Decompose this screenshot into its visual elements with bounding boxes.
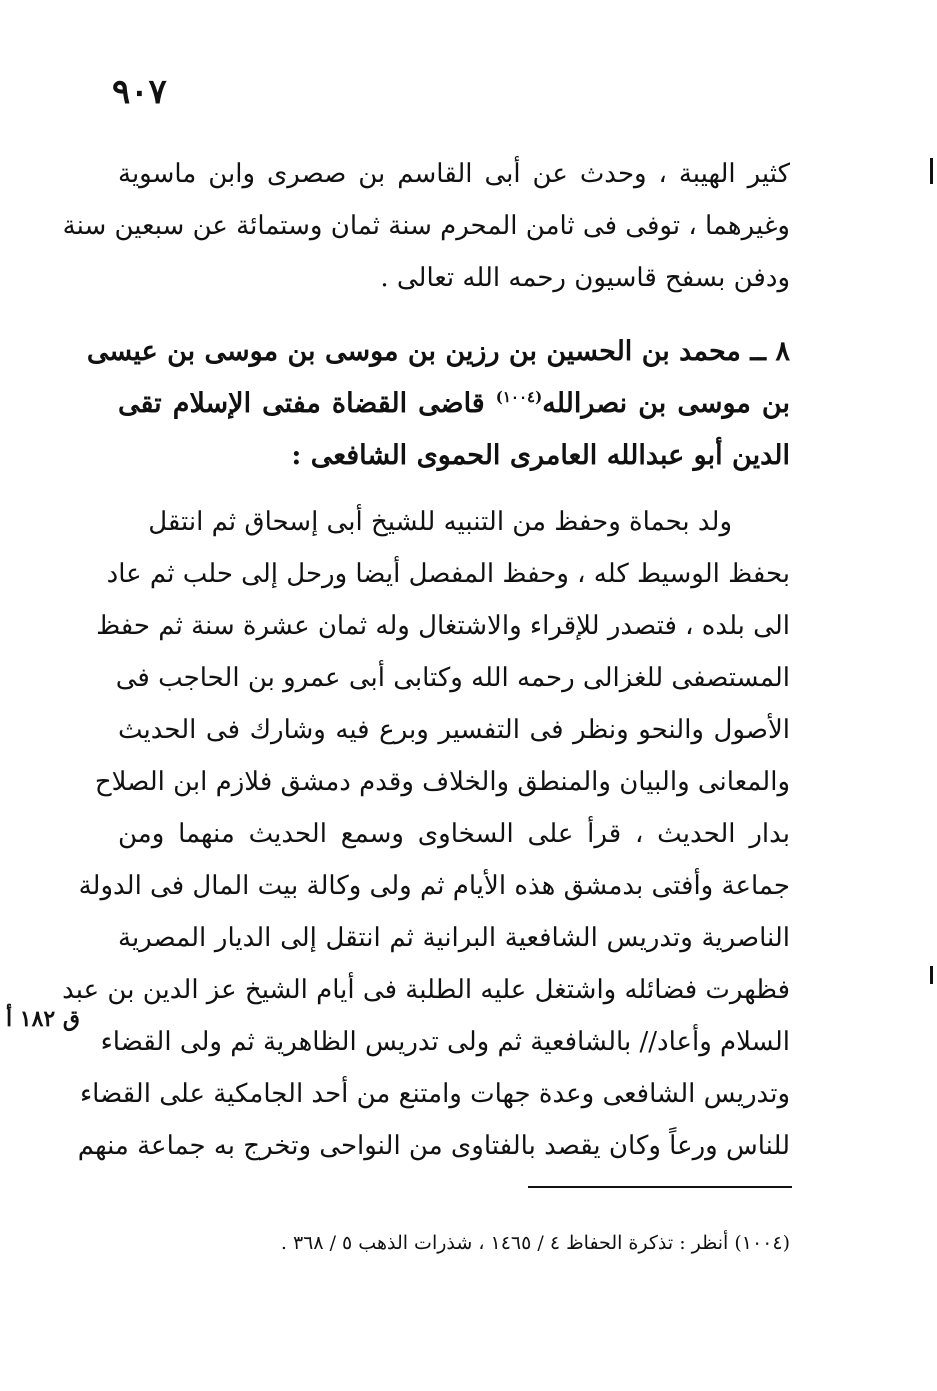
margin-folio-note: ق ١٨٢ أ [6,1006,80,1032]
heading-text: قاضى القضاة مفتى الإسلام تقى [118,388,485,419]
footnote: (١٠٠٤) أنظر : تذكرة الحفاظ ٤ / ١٤٦٥ ، شذرات الذهب ٥ / ٣٦٨ . [280,1232,790,1254]
footnote-separator [528,1186,792,1188]
page-number: ٩٠٧ [112,72,167,112]
text-line: الى بلده ، فتصدر للإقراء والاشتغال وله ثمان عشرة سنة ثم حفظ [96,611,790,641]
text-line: بدار الحديث ، قرأ على السخاوى وسمع الحديث منهما ومن [118,819,790,849]
heading-line: ٨ ــ محمد بن الحسين بن رزين بن موسى بن موسى بن عيسى [86,336,790,367]
text-line: بحفظ الوسيط كله ، وحفظ المفصل أيضا ورحل إلى حلب ثم عاد [106,559,790,589]
text-line: المستصفى للغزالى رحمه الله وكتابى أبى عمرو بن الحاجب فى [115,663,790,693]
footnote-reference: (١٠٠٤) [495,388,543,406]
text-line: وتدريس الشافعى وعدة جهات وامتنع من أحد الجامكية على القضاء [79,1079,790,1109]
text-line: وغيرهما ، توفى فى ثامن المحرم سنة ثمان وستمائة عن سبعين سنة [62,211,790,241]
text-line: الناصرية وتدريس الشافعية البرانية ثم انتقل إلى الديار المصرية [118,923,790,953]
text-line: كثير الهيبة ، وحدث عن أبى القاسم بن صصرى وابن ماسوية [118,159,790,189]
text-line: السلام وأعاد// بالشافعية ثم ولى تدريس الظاهرية ثم ولى القضاء [100,1027,790,1057]
text-line: والمعانى والبيان والمنطق والخلاف وقدم دمشق فلازم ابن الصلاح [94,767,790,797]
heading-line: الدين أبو عبدالله العامرى الحموى الشافعى : [291,440,790,471]
paragraph-2 [62,496,790,1172]
margin-tick [930,158,933,184]
text-line: جماعة وأفتى بدمشق هذه الأيام ثم ولى وكالة بيت المال فى الدولة [78,871,790,901]
text-line: ودفن بسفح قاسيون رحمه الله تعالى . [380,263,790,293]
text-line: فظهرت فضائله واشتغل عليه الطلبة فى أيام الشيخ عز الدين بن عبد [62,975,790,1005]
heading-text: بن موسى بن نصرالله [542,388,790,419]
entry-heading [86,326,790,482]
text-line: للناس ورعاً وكان يقصد بالفتاوى من النواحى وتخرج به جماعة منهم [77,1131,790,1161]
heading-line [118,378,790,430]
paragraph-1 [62,148,790,304]
margin-tick [930,966,933,984]
text-line: ولد بحماة وحفظ من التنبيه للشيخ أبى إسحاق ثم انتقل [148,507,732,537]
text-line: الأصول والنحو ونظر فى التفسير وبرع فيه وشارك فى الحديث [118,715,790,745]
